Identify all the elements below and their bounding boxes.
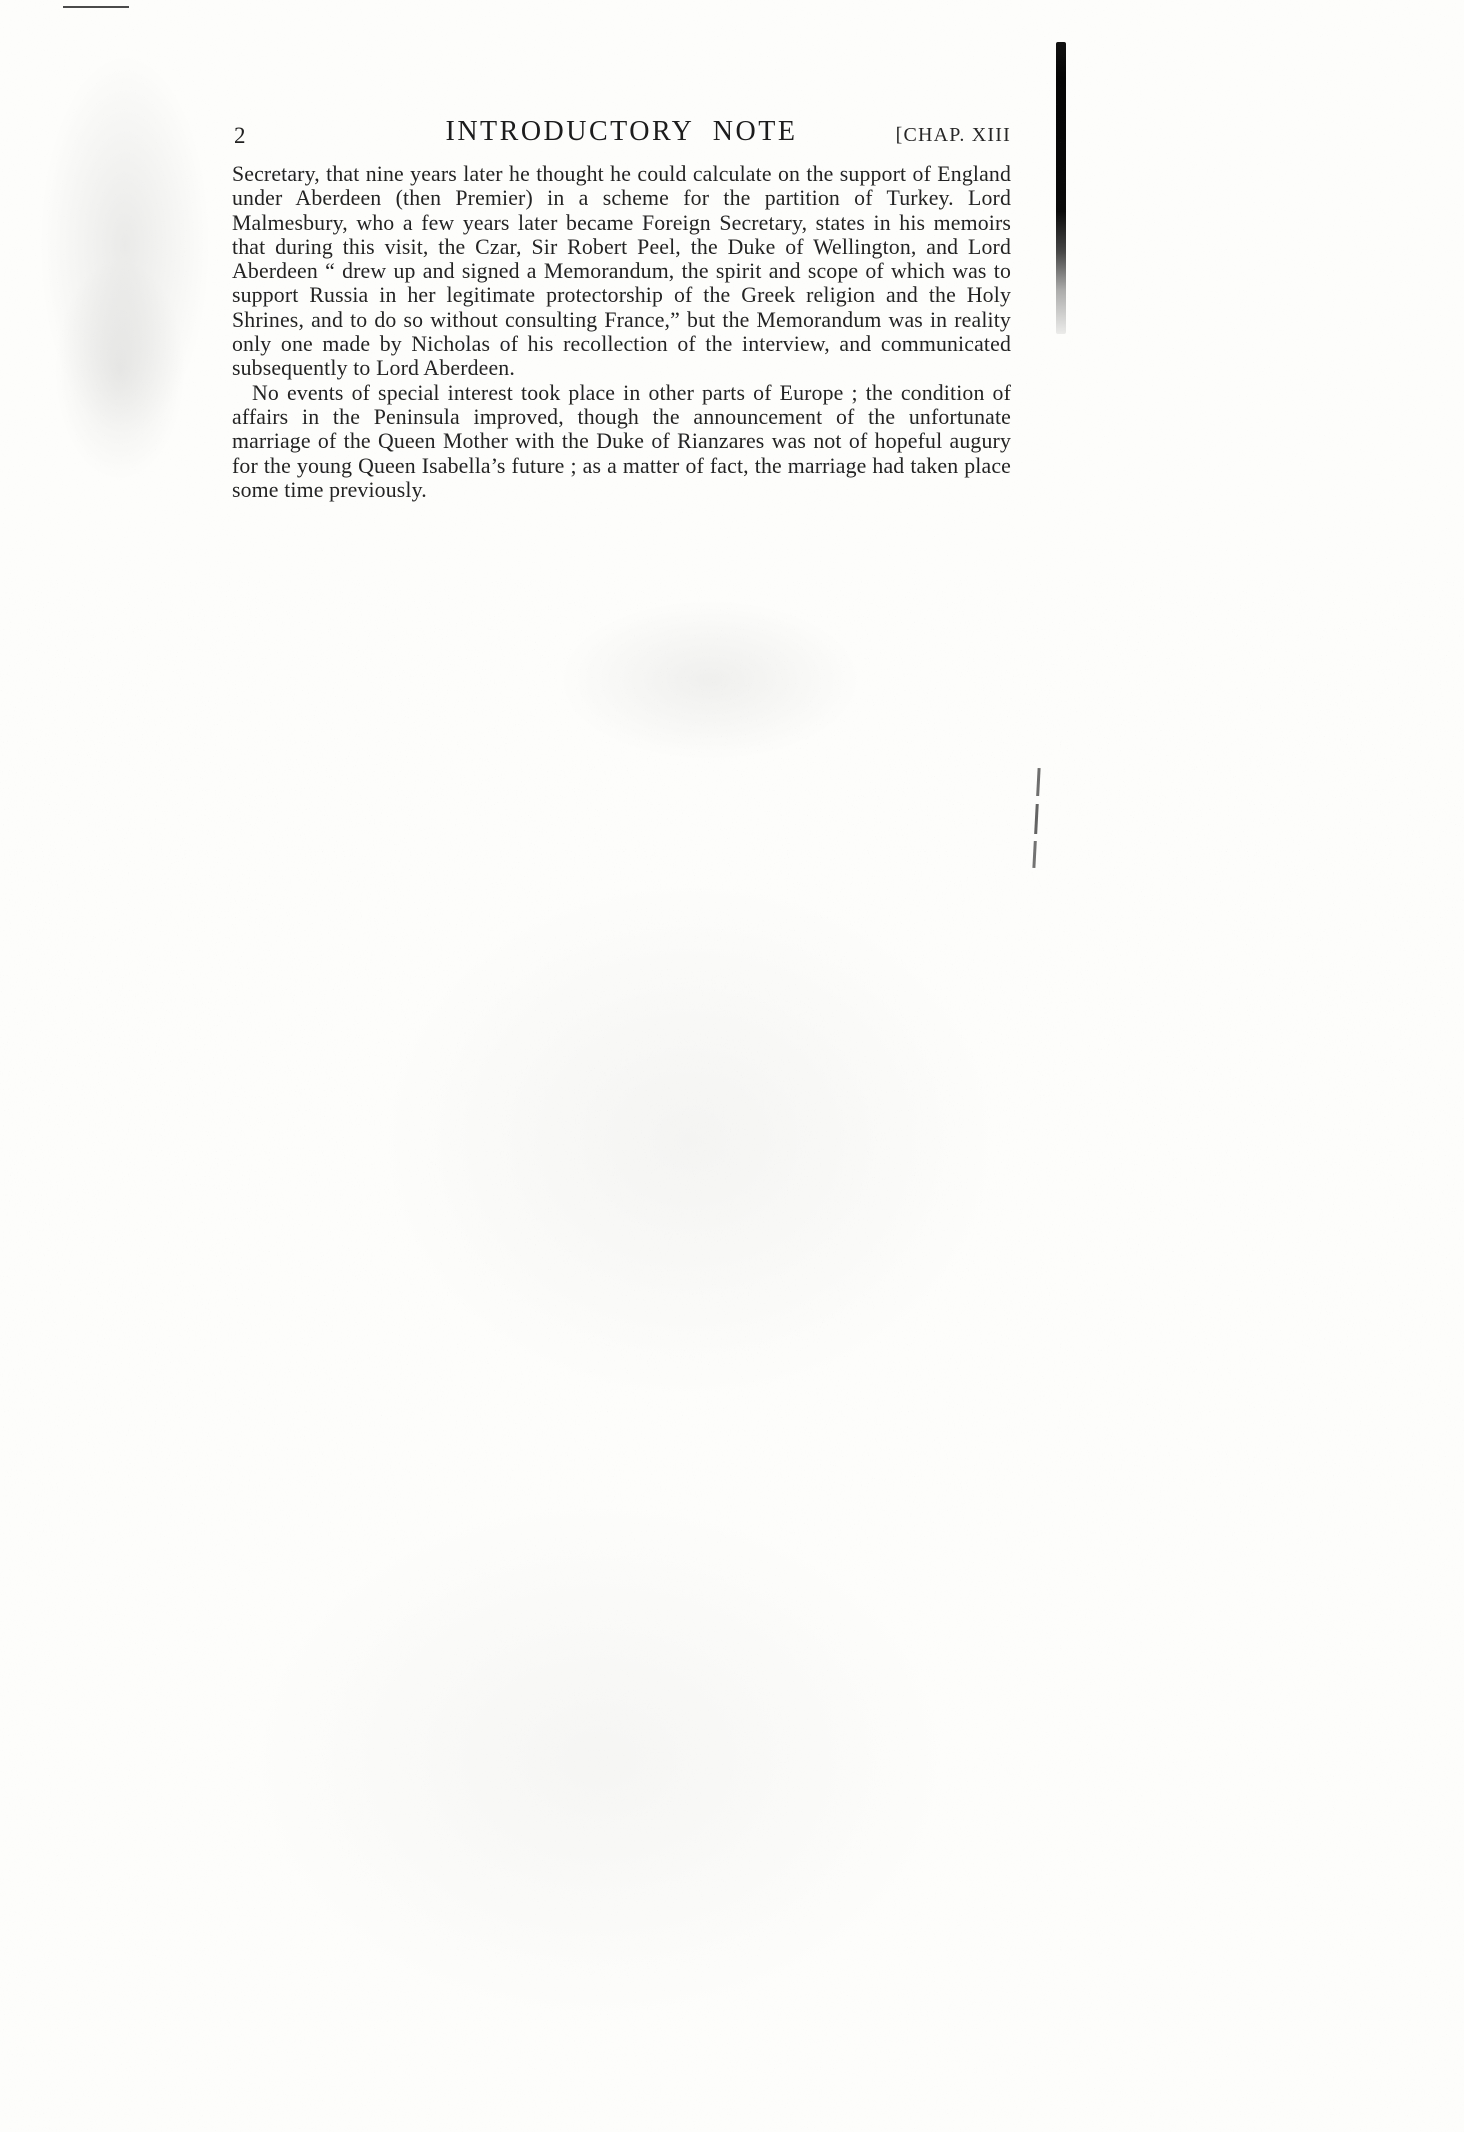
scan-smudge — [55, 260, 185, 480]
page-header — [232, 116, 1011, 156]
scan-smudge — [40, 55, 210, 435]
chapter-marker: [CHAP. XIII — [895, 124, 1011, 146]
scan-mark-top-left — [63, 6, 129, 8]
scan-binding-bar — [1056, 42, 1066, 334]
scan-mark-right-edge — [1032, 768, 1040, 868]
paragraph: No events of special interest took place in other parts of Europe ; the condition of affairs in the Peninsula improved, though the announcement of the unfortunate marriage of the Queen Mother with the Duke of Rianzares was not of hopeful augury for the young Queen Isabella’s future ; as a matter of fact, the marriage had taken place some time previously. — [232, 380, 1011, 502]
page-number: 2 — [234, 123, 246, 148]
paragraph-continuation: Secretary, that nine years later he thought he could calculate on the support of England under Aberdeen (then Premier) in a scheme for the partition of Turkey. Lord Malmesbury, who a few years later became Foreign Secretary, states in his memoirs that during this visit, the Czar, Sir Robert Peel, the Duke of Wellington, and Lord Aberdeen “ drew up and signed a Memorandum, the spirit and scope of which was to support Russia in her legitimate protectorship of the Greek religion and the Holy Shrines, and to do so without consulting France,” but the Memorandum was in reality only one made by Nicholas of his recollection of the interview, and communicated subsequently to Lord Aberdeen. — [232, 162, 1011, 381]
body-text — [232, 162, 1011, 502]
scan-smudge — [250, 1500, 950, 2020]
page-title: INTRODUCTORY NOTE — [445, 116, 798, 147]
scan-smudge — [380, 880, 1000, 1400]
scan-smudge — [560, 600, 860, 760]
